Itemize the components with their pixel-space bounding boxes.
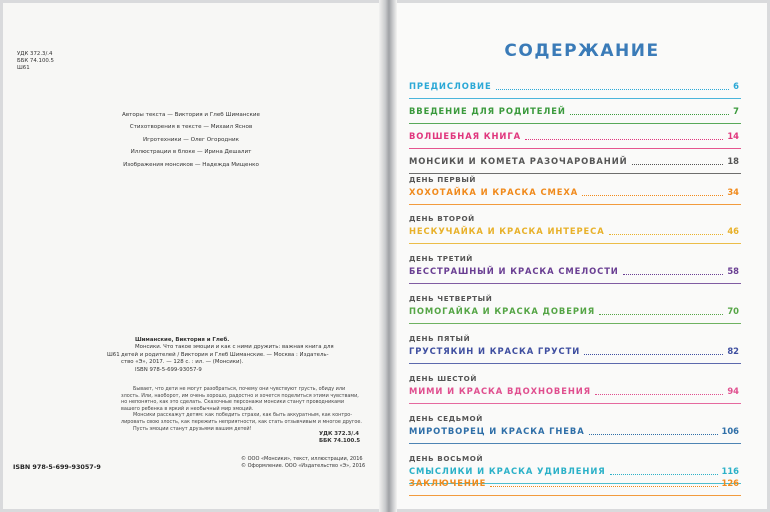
toc-dot-leader [609,234,724,235]
biblio-line: детей и родителей / Виктория и Глеб Шиманские. — Москва : Издатель- [121,351,329,358]
toc-separator [409,443,741,444]
toc-title: СОДЕРЖАНИЕ [504,41,660,61]
toc-entry-title: БЕССТРАШНЫЙ И КРАСКА СМЕЛОСТИ [409,266,619,276]
left-page-imprint [3,3,379,509]
toc-entry-title: ЗАКЛЮЧЕНИЕ [409,478,487,488]
toc-entry-title: ВОЛШЕБНАЯ КНИГА [409,131,521,141]
bibliographic-record [121,337,361,374]
biblio-isbn: ISBN 978-5-699-93057-9 [135,366,202,373]
udk-code-bottom: УДК 372.3/.4 [319,431,360,437]
toc-entry-title: ПОМОГАЙКА И КРАСКА ДОВЕРИЯ [409,306,596,316]
toc-entry[interactable] [409,454,739,478]
toc-dot-leader [610,474,718,475]
toc-day-label: ДЕНЬ ТРЕТИЙ [409,254,473,263]
credit-poems: Стихотворения в тексте — Михаил Яснов [129,124,253,131]
toc-entry-title: ПРЕДИСЛОВИЕ [409,81,492,91]
biblio-line: Монсики. Что такое эмоции и как с ними дружить: важная книга для [135,344,334,351]
toc-day-label: ДЕНЬ ВОСЬМОЙ [409,454,484,463]
toc-page-number: 7 [733,106,739,116]
annotation-line: Пусть эмоции станут друзьями вашим детей! [133,425,252,432]
toc-page-number: 34 [727,187,739,197]
credit-illustrations: Иллюстрации в блоке — Ирина Дешалит [130,149,252,156]
table-of-contents-page [397,3,767,509]
annotation-line: но непонятно, как это сделать. Сказочные персонажи монсики станут проводниками [121,399,345,406]
toc-day-label: ДЕНЬ ВТОРОЙ [409,214,475,223]
annotation-line: вашего ребенка в яркий и необычный мир эмоций. [121,405,254,412]
toc-entry[interactable] [409,106,739,118]
toc-page-number: 126 [721,478,739,488]
toc-dot-leader [595,394,723,395]
toc-entry[interactable] [409,81,739,93]
toc-day-label: ДЕНЬ ЧЕТВЕРТЫЙ [409,294,493,303]
toc-row [409,306,739,318]
toc-entry-title: ВВЕДЕНИЕ ДЛЯ РОДИТЕЛЕЙ [409,106,566,116]
copyright-text: © ООО «Монсики», текст, иллюстрации, 2016 [241,456,363,462]
toc-separator [409,363,741,364]
toc-row [409,466,739,478]
toc-page-number: 70 [727,306,739,316]
toc-entry[interactable] [409,175,739,199]
toc-row [409,478,739,490]
annotation [121,386,371,432]
toc-separator [409,403,741,404]
toc-page-number: 116 [721,466,739,476]
toc-entry-title: СМЫСЛИКИ И КРАСКА УДИВЛЕНИЯ [409,466,606,476]
toc-page-number: 82 [727,346,739,356]
toc-row [409,426,739,438]
toc-separator [409,204,741,205]
toc-entry-title: НЕСКУЧАЙКА И КРАСКА ИНТЕРЕСА [409,226,605,236]
toc-separator [409,98,741,99]
toc-dot-leader [582,195,723,196]
toc-entry-title: МИМИ И КРАСКА ВДОХНОВЕНИЯ [409,386,592,396]
credits-block [3,109,379,171]
toc-row [409,226,739,238]
toc-row [409,386,739,398]
toc-separator [409,323,741,324]
toc-dot-leader [570,114,729,115]
toc-page-number: 58 [727,266,739,276]
toc-dot-leader [490,486,717,487]
toc-entry[interactable] [409,374,739,398]
toc-separator [409,495,741,496]
toc-entry-title: МОНСИКИ И КОМЕТА РАЗОЧАРОВАНИЙ [409,156,628,166]
toc-page-number: 18 [727,156,739,166]
toc-page-number: 46 [727,226,739,236]
toc-separator [409,283,741,284]
isbn: ISBN 978-5-699-93057-9 [13,463,101,471]
toc-day-label: ДЕНЬ ПЯТЫЙ [409,334,471,343]
toc-dot-leader [589,434,718,435]
toc-day-label: ДЕНЬ СЕДЬМОЙ [409,414,483,423]
toc-entry[interactable] [409,131,739,143]
toc-dot-leader [599,314,723,315]
credit-authors: Авторы текста — Виктория и Глеб Шиманские [122,112,260,118]
toc-page-number: 14 [727,131,739,141]
annotation-line: Монсики расскажут детям: как победить страхи, как быть аккуратным, как контро- [133,412,353,419]
credit-games: Игротехники — Олег Огородник [143,136,239,143]
toc-dot-leader [584,354,723,355]
toc-separator [409,243,741,244]
toc-row [409,266,739,278]
annotation-line: Бывает, что дети не могут разобраться, почему они чувствуют грусть, обиду или [133,386,346,392]
toc-day-label: ДЕНЬ ПЕРВЫЙ [409,175,477,184]
toc-entry[interactable] [409,156,739,168]
toc-dot-leader [623,274,724,275]
toc-entry[interactable] [409,478,739,490]
biblio-code: Ш61 [107,352,120,358]
toc-row [409,81,739,93]
biblio-line: ство «Э», 2017. — 128 с. : ил. — (Монсики). [121,359,244,366]
toc-separator [409,123,741,124]
toc-page-number: 6 [733,81,739,91]
toc-entry[interactable] [409,294,739,318]
toc-row [409,106,739,118]
bbk-code: ББК 74.100.5 [17,58,54,64]
toc-row [409,187,739,199]
toc-day-label: ДЕНЬ ШЕСТОЙ [409,374,477,383]
author-sign: Ш61 [17,65,30,71]
bbk-code-bottom: ББК 74.100.5 [319,438,361,444]
credit-monsiki-images: Изображения монсиков — Надежда Мищенко [123,161,259,168]
book-spine [379,0,397,512]
toc-entry-title: ГРУСТЯКИН И КРАСКА ГРУСТИ [409,346,581,356]
toc-entry[interactable] [409,334,739,358]
toc-page-number: 106 [721,426,739,436]
toc-entry[interactable] [409,214,739,238]
toc-entry-title: ХОХОТАЙКА И КРАСКА СМЕХА [409,187,579,197]
toc-row [409,346,739,358]
toc-separator [409,148,741,149]
toc-entry-title: МИРОТВОРЕЦ И КРАСКА ГНЕВА [409,426,585,436]
toc-row [409,131,739,143]
toc-row [409,156,739,168]
annotation-line: злость. Или, наоборот, им очень хорошо, радостно и хочется поделиться этими чувствами, [121,392,359,399]
toc-dot-leader [632,164,724,165]
toc-page-number: 94 [727,386,739,396]
toc-entry[interactable] [409,254,739,278]
toc-dot-leader [525,139,723,140]
biblio-author: Шиманские, Виктория и Глеб. [135,337,230,343]
annotation-line: лировать свою злость, как пережить неприятности, как стать отзывчивым и многое другое. [121,418,362,425]
toc-dot-leader [496,89,730,90]
copyright-design: © Оформление. ООО «Издательство «Э», 2016 [241,463,366,469]
udk-code: УДК 372.3/.4 [17,51,53,57]
toc-entry[interactable] [409,414,739,438]
